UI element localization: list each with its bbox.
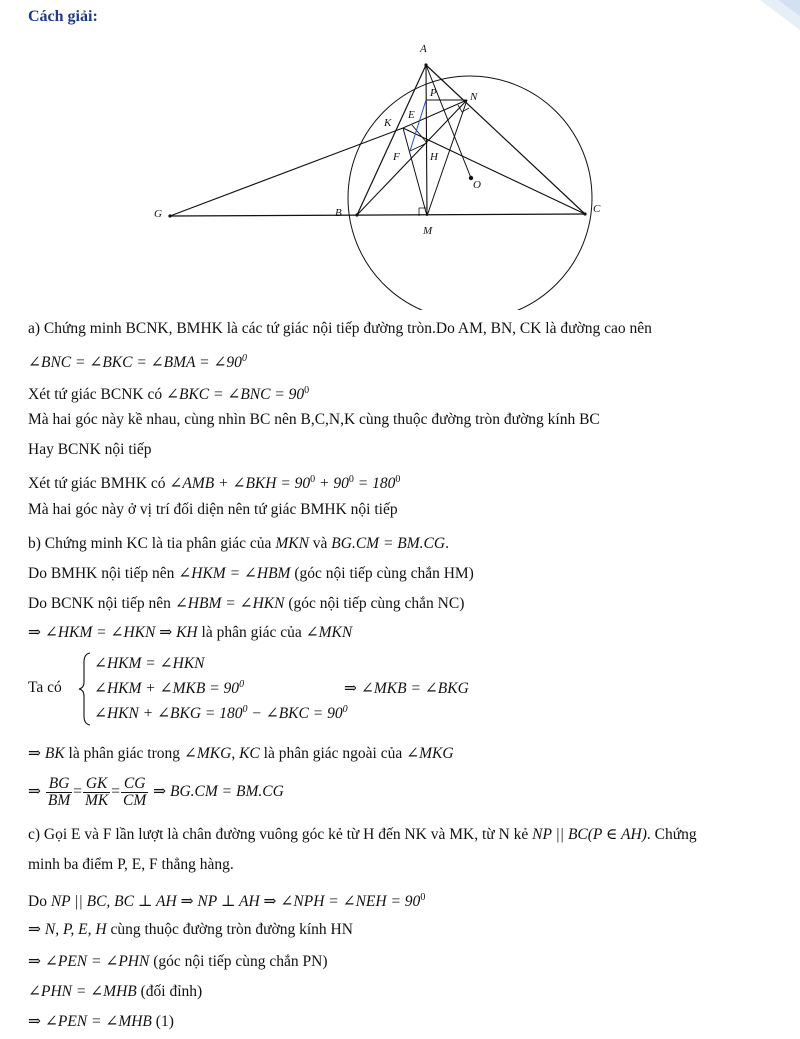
segment-HE <box>412 125 427 143</box>
segment-KM <box>403 128 427 216</box>
part-a-line-5: Hay BCNK nội tiếp <box>28 441 152 458</box>
fraction-bg-bm: $\frac{BG}{BM}$ <box>47 774 71 809</box>
equation-system <box>28 652 728 726</box>
altitude-AM <box>426 65 427 216</box>
part-b-fraction-line: ⇒ $\frac{BG}{BM}$ = $\frac{GK}{MK}$ = $\frac{CG}{CM}$ ⇒ BG.CM = BM.CG <box>28 774 284 809</box>
part-a-line-6: Xét tứ giác BMHK có ∠AMB + ∠BKH = $90^0 + 90^0 = 180^0$ <box>28 474 401 493</box>
label-C: C <box>593 203 601 215</box>
fraction-gk-mk: $\frac{GK}{MK}$ <box>85 774 109 809</box>
label-B: B <box>335 207 342 219</box>
system-conclusion: ⇒ ∠MKB = ∠BKG <box>344 680 469 697</box>
right-angle-N <box>458 105 469 112</box>
label-G: G <box>154 208 162 220</box>
part-c-line-2: minh ba điểm P, E, F thẳng hàng. <box>28 856 234 873</box>
solution-heading: Cách giải: <box>28 8 98 25</box>
part-b-line-2: Do BMHK nội tiếp nên ∠HKM = ∠HBM (góc nội tiếp cùng chắn HM) <box>28 565 474 582</box>
part-a-line-1: a) Chứng minh BCNK, BMHK là các tứ giác nội tiếp đường tròn.Do AM, BN, CK là đường cao nên <box>28 320 652 337</box>
part-b-line-1: b) Chứng minh KC là tia phân giác của MKN và BG.CM = BM.CG. <box>28 535 449 552</box>
part-c-line-1: c) Gọi E và F lần lượt là chân đường vuông góc kẻ từ H đến NK và MK, từ N kẻ NP || BC(P ∈ AH). Chứng <box>28 826 697 843</box>
part-b-line-5: ⇒ BK là phân giác trong ∠MKG, KC là phân giác ngoài của ∠MKG <box>28 745 454 762</box>
corner-decoration <box>740 0 800 30</box>
label-F: F <box>393 151 400 163</box>
circumcircle <box>348 76 592 310</box>
geometry-figure <box>0 30 800 310</box>
system-row-2: ∠HKM + ∠MKB = $90^0$ <box>94 679 245 698</box>
part-c-line-4: ⇒ N, P, E, H cùng thuộc đường tròn đường kính HN <box>28 921 353 938</box>
point-A <box>424 63 427 66</box>
left-brace <box>78 652 92 726</box>
label-E: E <box>408 109 415 121</box>
altitude-CK <box>403 128 585 214</box>
part-c-line-5: ⇒ ∠PEN = ∠PHN (góc nội tiếp cùng chắn PN) <box>28 953 328 970</box>
label-A: A <box>420 43 427 55</box>
system-row-1: ∠HKM = ∠HKN <box>94 655 205 672</box>
ta-co-label: Ta có <box>28 679 62 696</box>
part-a-line-3: Xét tứ giác BCNK có ∠BKC = ∠BNC = $90^0$ <box>28 385 310 404</box>
system-row-3: ∠HKN + ∠BKG = $180^0$ − ∠BKC = $90^0$ <box>94 704 348 723</box>
segment-GC <box>170 214 585 216</box>
part-a-line-4: Mà hai góc này kề nhau, cùng nhìn BC nên B,C,N,K cùng thuộc đường tròn đường kính BC <box>28 411 600 428</box>
segment-AB <box>357 65 426 215</box>
segment-AC <box>426 65 585 214</box>
part-c-line-6: ∠PHN = ∠MHB (đối đỉnh) <box>28 983 203 1000</box>
part-a-line-2: ∠BNC = ∠BKC = ∠BMA = $\angle 90^0$ <box>28 353 247 372</box>
point-C <box>583 212 586 215</box>
label-M: M <box>423 225 433 237</box>
label-O: O <box>473 179 481 191</box>
label-N: N <box>470 91 478 103</box>
part-b-line-4: ⇒ ∠HKM = ∠HKN ⇒ KH là phân giác của ∠MKN <box>28 624 353 641</box>
point-G <box>168 214 171 217</box>
point-B <box>355 213 358 216</box>
fraction-cg-cm: $\frac{CG}{CM}$ <box>123 774 147 809</box>
part-c-line-3: Do NP || BC, BC ⊥ AH ⇒ NP ⊥ AH ⇒ ∠NPH = ∠NEH = $90^0$ <box>28 892 426 911</box>
label-P: P <box>430 87 437 99</box>
part-a-line-7: Mà hai góc này ở vị trí đối diện nên tứ giác BMHK nội tiếp <box>28 501 398 518</box>
label-K: K <box>384 117 392 129</box>
part-b-line-3: Do BCNK nội tiếp nên ∠HBM = ∠HKN (góc nội tiếp cùng chắn NC) <box>28 595 465 612</box>
label-H: H <box>430 151 438 163</box>
part-c-line-7: ⇒ ∠PEN = ∠MHB (1) <box>28 1013 174 1030</box>
